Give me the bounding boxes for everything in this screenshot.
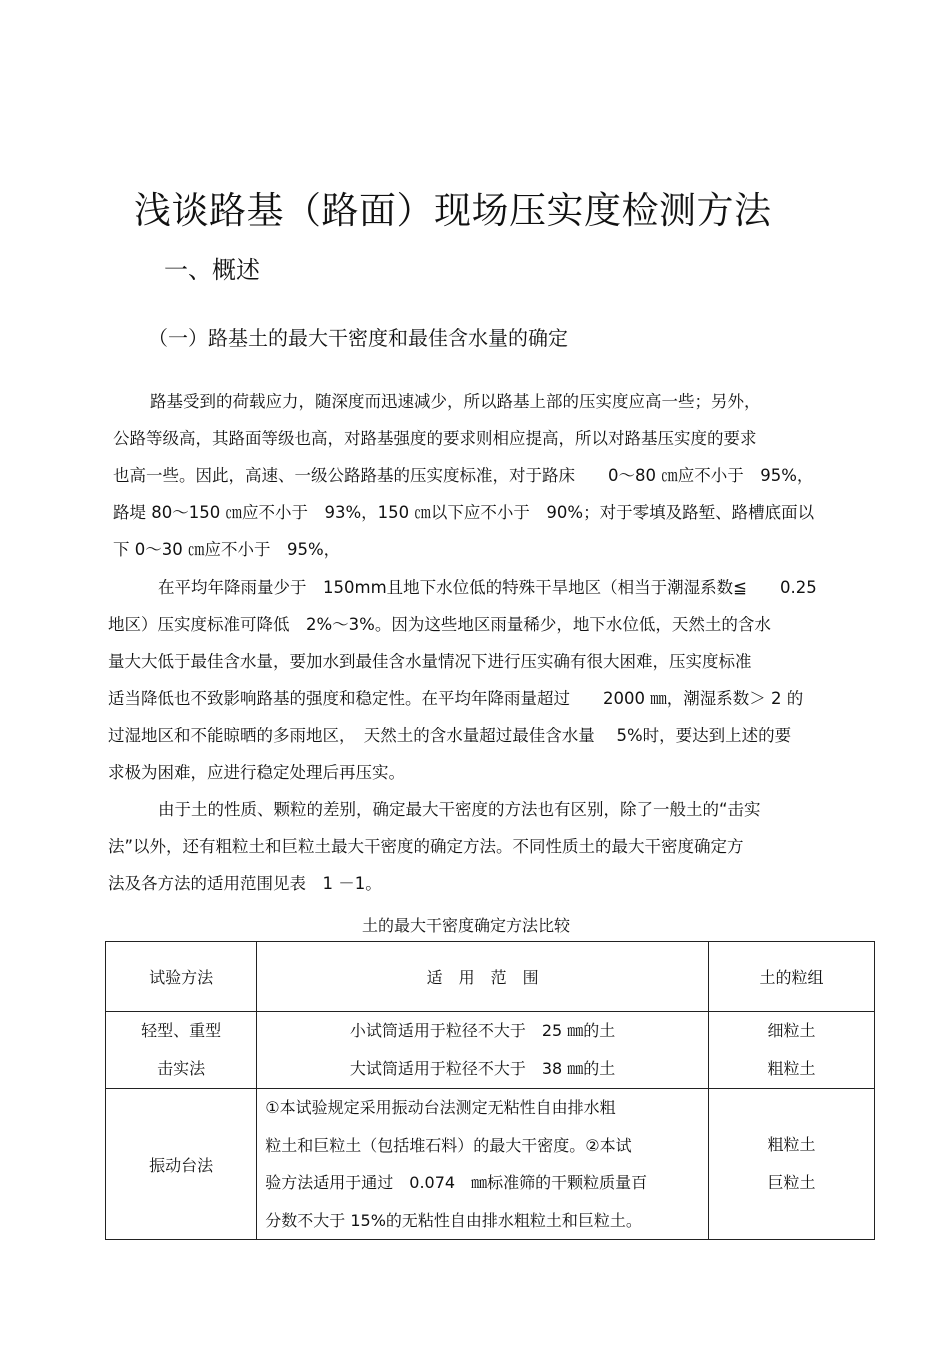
paragraph-line: 地区）压实度标准可降低 2%～3%。因为这些地区雨量稀少，地下水位低，天然土的含水 <box>108 615 771 634</box>
paragraph-line: 下 0～30 ㎝应不小于 95%， <box>113 540 341 559</box>
paragraph-line: 也高一些。因此，高速、一级公路路基的压实度标准，对于路床 0～80 ㎝应不小于 95%， <box>113 466 814 485</box>
scope-line: 小试筒适用于粒径不大于 25 ㎜的土 <box>349 1021 616 1040</box>
group-line: 粗粒土 <box>767 1059 816 1078</box>
scope-cell <box>257 1012 709 1089</box>
paragraph-line: 求极为困难，应进行稳定处理后再压实。 <box>108 763 405 782</box>
paragraph-line: 法及各方法的适用范围见表 1 －1。 <box>108 874 382 893</box>
method-line: 击实法 <box>157 1059 206 1078</box>
paragraph-line: 过湿地区和不能晾晒的多雨地区， 天然土的含水量超过最佳含水量 5%时，要达到上述的要 <box>108 726 792 745</box>
comparison-table <box>105 941 875 1240</box>
paragraph-line: 路堤 80～150 ㎝应不小于 93%，150 ㎝以下应不小于 90%；对于零填及路堑、路槽底面以 <box>113 503 815 522</box>
paragraph-line: 路基受到的荷载应力，随深度而迅速减少，所以路基上部的压实度应高一些；另外， <box>150 392 761 411</box>
group-line: 巨粒土 <box>767 1173 816 1192</box>
table-header-row <box>106 942 875 1012</box>
scope-cell <box>257 1089 709 1240</box>
paragraph-line: 适当降低也不致影响路基的强度和稳定性。在平均年降雨量超过 2000 ㎜，潮湿系数＞ 2 的 <box>108 689 804 708</box>
group-line: 粗粒土 <box>767 1135 816 1154</box>
scope-line: 大试筒适用于粒径不大于 38 ㎜的土 <box>349 1059 616 1078</box>
method-cell <box>106 1012 257 1089</box>
subsection-heading: （一）路基土的最大干密度和最佳含水量的确定 <box>148 326 568 350</box>
table-row <box>106 1012 875 1089</box>
group-cell <box>708 1089 874 1240</box>
method-line: 轻型、重型 <box>141 1021 222 1040</box>
header-group: 土的粒组 <box>708 942 874 1012</box>
paragraph-line: 在平均年降雨量少于 150mm且地下水位低的特殊干旱地区（相当于潮湿系数≦ 0.25 <box>158 578 817 597</box>
document-title: 浅谈路基（路面）现场压实度检测方法 <box>134 189 772 232</box>
group-line: 细粒土 <box>767 1021 816 1040</box>
method-cell: 振动台法 <box>106 1089 257 1240</box>
section-heading: 一、概述 <box>164 256 260 284</box>
group-cell <box>708 1012 874 1089</box>
paragraph-line: 公路等级高，其路面等级也高，对路基强度的要求则相应提高，所以对路基压实度的要求 <box>113 429 757 448</box>
scope-line: ①本试验规定采用振动台法测定无粘性自由排水粗 <box>265 1098 616 1117</box>
scope-line: 验方法适用于通过 0.074 ㎜标准筛的干颗粒质量百 <box>265 1173 648 1192</box>
paragraph-line: 量大大低于最佳含水量，要加水到最佳含水量情况下进行压实确有很大困难，压实度标准 <box>108 652 752 671</box>
scope-line: 分数不大于 15%的无粘性自由排水粗粒土和巨粒土。 <box>265 1210 642 1230</box>
header-method: 试验方法 <box>106 942 257 1012</box>
table-caption: 土的最大干密度确定方法比较 <box>362 916 571 935</box>
header-scope: 适 用 范 围 <box>257 942 709 1012</box>
scope-line: 粒土和巨粒土（包括堆石料）的最大干密度。②本试 <box>265 1135 632 1155</box>
paragraph-line: 由于土的性质、颗粒的差别，确定最大干密度的方法也有区别，除了一般土的“击实 <box>158 800 761 819</box>
table-row <box>106 1089 875 1240</box>
paragraph-line: 法”以外，还有粗粒土和巨粒土最大干密度的确定方法。不同性质土的最大干密度确定方 <box>108 837 744 856</box>
